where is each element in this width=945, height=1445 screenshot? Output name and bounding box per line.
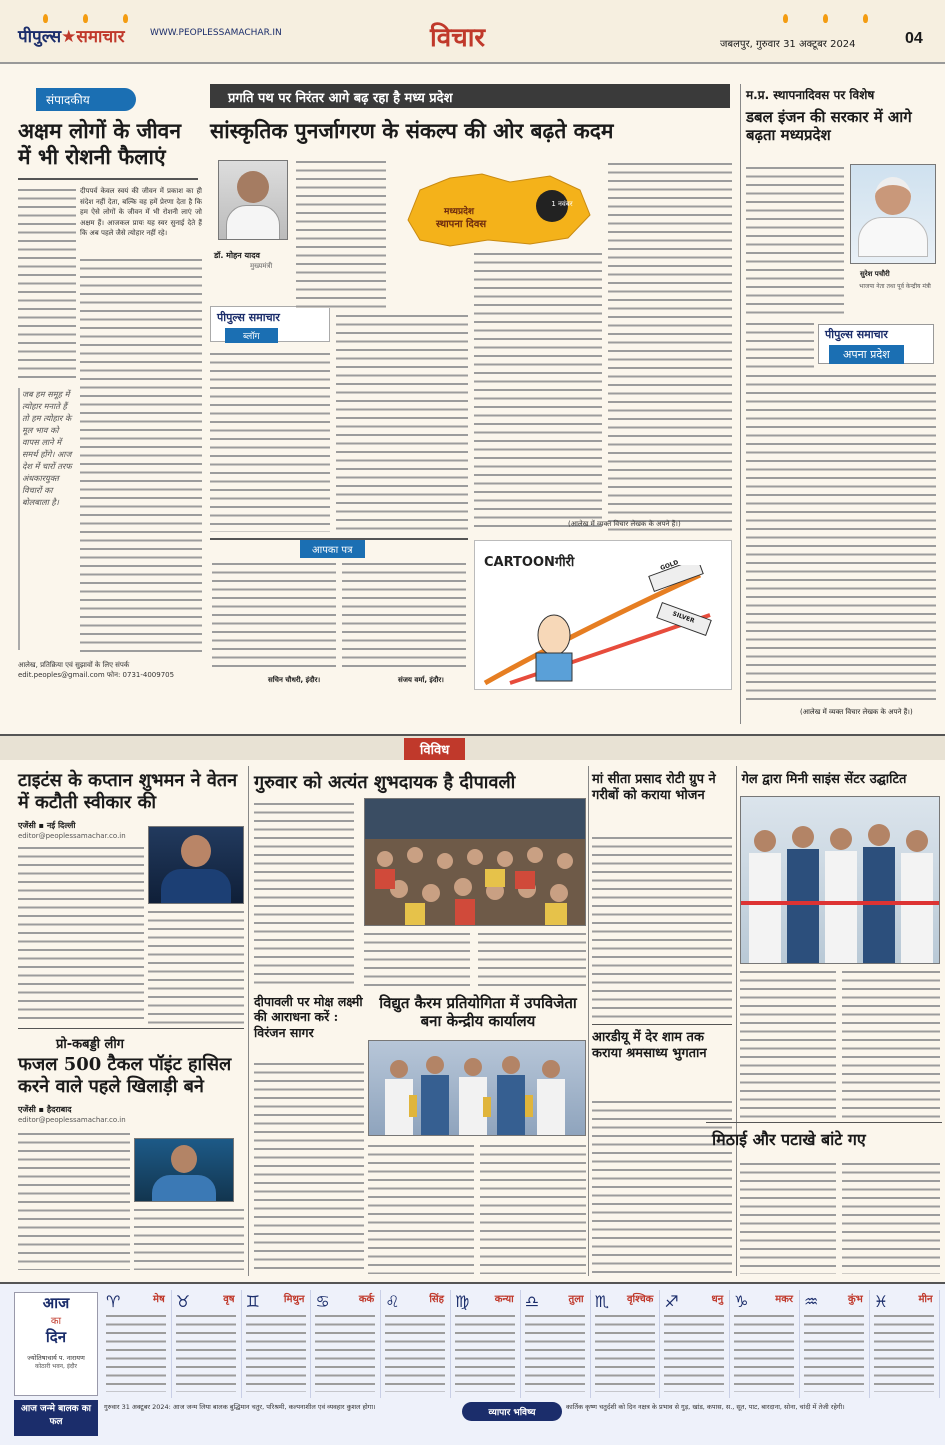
diya-icon [80, 0, 90, 24]
rashi-text [874, 1312, 934, 1392]
dateline: जबलपुर, गुरुवार 31 अक्टूबर 2024 [720, 39, 856, 50]
blog-label: ब्लॉग [225, 328, 278, 343]
masthead [0, 0, 945, 64]
kabaddi-text-block [18, 1130, 130, 1270]
vividh-title: विविध [404, 738, 465, 760]
zodiac-icon: ♐ [664, 1292, 679, 1311]
cartoon-body [536, 653, 572, 681]
zodiac-icon: ♋ [315, 1292, 330, 1311]
main-text-block [608, 160, 732, 532]
diya-icon [860, 0, 870, 24]
main-text-block [474, 250, 602, 532]
rashi-name: वृश्चिक [626, 1294, 654, 1305]
special-author-role: भाजपा नेता तथा पूर्व केन्द्रीय मंत्री [859, 283, 931, 290]
deepawali-text-block [364, 930, 470, 986]
vidyut-photo [368, 1040, 586, 1136]
rashi-name: मेष [153, 1294, 165, 1305]
vidyut-text-block [368, 1142, 474, 1274]
vidyut-headline: विद्युत कैरम प्रतियोगिता में उपविजेता बना केन्द्रीय कार्यालय [379, 994, 577, 1031]
bhojan-text-block [592, 834, 732, 1020]
blog-badge [210, 306, 330, 342]
rashi-3 [242, 1290, 312, 1398]
divider [18, 1028, 244, 1029]
zodiac-icon: ♊ [245, 1292, 260, 1311]
rashi-text [385, 1312, 445, 1392]
column-rule [248, 766, 249, 1276]
zodiac-icon: ♎ [524, 1292, 540, 1311]
rashi-text [734, 1312, 794, 1392]
logo-text-b: समाचार [76, 27, 125, 47]
letters-title: आपका पत्र [300, 540, 365, 558]
deepawali-headline: गुरुवार को अत्यंत शुभदायक है दीपावली [254, 772, 516, 793]
author-name: डॉ. मोहन यादव [214, 251, 260, 260]
map-badge: 1 नवंबर [551, 200, 573, 208]
diya-icon [780, 0, 790, 24]
rashi-10 [730, 1290, 800, 1398]
column-rule [740, 84, 741, 724]
rashi-name: वृष [223, 1294, 235, 1305]
main-text-block [336, 312, 468, 532]
zodiac-icon: ♌ [385, 1292, 400, 1311]
special-brand-box [818, 324, 934, 364]
rashi-text [804, 1312, 864, 1392]
kabaddi-photo [134, 1138, 234, 1202]
award-group [369, 1041, 586, 1136]
special-text-block [746, 372, 936, 700]
letter-sign-2: संजय वर्मा, इंदौर। [398, 676, 444, 684]
mithai-headline: मिठाई और पटाखे बांटे गए [712, 1130, 866, 1149]
astrologer: ज्योतिषाचार्य प. नारायण [27, 1354, 85, 1362]
special-text-block [746, 164, 844, 314]
kabaddi-kicker: प्रो-कबड्डी लीग [56, 1037, 125, 1052]
blog-brand: पीपुल्स समाचार [217, 311, 280, 324]
zodiac-icon: ♈ [106, 1292, 121, 1311]
cartoon-face [538, 615, 570, 655]
deepawali-text-block [478, 930, 586, 986]
mithai-text-block [842, 1160, 940, 1274]
rashifal-grid [102, 1290, 940, 1398]
kabaddi-headline: फजल 500 टैकल पॉइंट हासिल करने वाले पहले खिलाड़ी बने [18, 1054, 232, 1097]
gold-label: GOLD [659, 558, 680, 573]
section-band [0, 734, 945, 760]
editorial-headline: अक्षम लोगों के जीवन में भी रोशनी फैलाएं [18, 118, 182, 169]
rashi-1 [102, 1290, 172, 1398]
rashi-text [315, 1312, 375, 1392]
kabaddi-text-block [134, 1206, 244, 1270]
mithai-text-block [740, 1160, 836, 1274]
gill-text-block [18, 844, 144, 1024]
column-rule [736, 766, 737, 1276]
special-kicker: म.प्र. स्थापनादिवस पर विशेष [746, 88, 875, 102]
logo[interactable]: पीपुल्स★समाचार [18, 27, 125, 47]
zodiac-icon: ♏ [594, 1292, 609, 1311]
rashi-name: सिंह [429, 1294, 444, 1305]
rashi-8 [591, 1290, 661, 1398]
editorial-text-block [80, 256, 202, 656]
ribbon [741, 901, 940, 905]
science-text-block [740, 968, 836, 1118]
rashifal-title-2: का [50, 1316, 62, 1327]
special-label: अपना प्रदेश [829, 345, 904, 364]
crowd-illustration [365, 799, 586, 926]
kabaddi-byline: एजेंसी ▪ हैदराबाद [18, 1105, 72, 1114]
deepawali-text-block [254, 800, 354, 990]
rto-headline: आरडीयू में देर शाम तक कराया श्रमसाध्य भुगतान [592, 1030, 707, 1061]
deepawali-crowd-photo [364, 798, 586, 926]
rashi-name: धनु [711, 1294, 724, 1305]
pull-quote: जब हम समूह में त्योहार मनाते हैं तो हम त्योहार के मूल भाव को वापस लाने में समर्थ होंगे। आज देश में चारों तरफ अंधकारयुक्त विचारों का बोलबाला है। [18, 388, 76, 650]
zodiac-icon: ♓ [873, 1292, 889, 1311]
diya-icon [120, 0, 130, 24]
main-text-block [296, 158, 386, 308]
zodiac-icon: ♑ [734, 1292, 749, 1311]
editorial-body: दीपपर्व केवल स्वयं की जीवन में प्रकाश का ही संदेश नहीं देता, बल्कि वह हमें प्रेरणा देता है कि हम ऐसे लोगों के जीवन में भी रोशनी लाएं जो अक्षम हैं। आजकल प्रायः यह स्वर सुनाई देते हैं कि अब पहले जैसे त्योहार नहीं रहे। [80, 187, 202, 237]
kabaddi-email[interactable]: editor@peoplessamachar.co.in [18, 1116, 126, 1124]
gill-headline: टाइटंस के कप्तान शुभमन ने वेतन में कटौती स्वीकार की [18, 770, 238, 813]
rashi-11 [800, 1290, 870, 1398]
section-title: विचार [430, 23, 486, 53]
rashi-7 [521, 1290, 591, 1398]
special-text-block [746, 320, 814, 370]
rashi-name: कन्या [494, 1294, 514, 1305]
rashi-text [525, 1312, 585, 1392]
cartoon-title: CARTOONगीरी [484, 555, 575, 570]
map-label-2: स्थापना दिवस [436, 219, 487, 230]
special-author-name: सुरेश पचौरी [860, 270, 890, 278]
rto-text-block [592, 1098, 732, 1274]
diya-icon [40, 0, 50, 24]
rashi-text [106, 1312, 166, 1392]
rashi-text [246, 1312, 306, 1392]
bhojan-headline: मां सीता प्रसाद रोटी ग्रुप ने गरीबों को कराया भोजन [592, 772, 716, 803]
rashi-4 [311, 1290, 381, 1398]
special-brand: पीपुल्स समाचार [825, 328, 888, 341]
zodiac-icon: ♒ [803, 1292, 819, 1311]
column-rule [588, 766, 589, 1276]
editorial-contact[interactable]: आलेख, प्रतिक्रिया एवं सुझावों के लिए संपर्क edit.peoples@gmail.com फोन: 0731-4009705 [18, 661, 175, 679]
page-number: 04 [905, 30, 923, 47]
gill-text-block [148, 908, 244, 1024]
rashi-text [595, 1312, 655, 1392]
gill-email[interactable]: editor@peoplessamachar.co.in [18, 832, 126, 840]
rashi-6 [451, 1290, 521, 1398]
divider [592, 1024, 732, 1025]
rashifal-title-box [14, 1292, 98, 1396]
letter-text [212, 560, 336, 670]
rashifal-title-1: आज [42, 1294, 70, 1312]
ribbon-ceremony [741, 797, 940, 964]
science-photo [740, 796, 940, 964]
diya-icon [820, 0, 830, 24]
gill-byline: एजेंसी ▪ नई दिल्ली [18, 821, 76, 830]
birth-label: आज जन्मे बालक का फल [14, 1400, 98, 1436]
main-text-block [210, 350, 330, 532]
rashifal-title-3: दिन [45, 1328, 67, 1346]
special-headline: डबल इंजन की सरकार में आगे बढ़ता मध्यप्रदेश [746, 108, 912, 145]
editorial-text-block [18, 186, 76, 384]
rashi-5 [381, 1290, 451, 1398]
rashi-name: मीन [918, 1294, 933, 1305]
main-headline: सांस्कृतिक पुनर्जागरण के संकल्प की ओर बढ़ते कदम [210, 118, 614, 143]
deepawali-subheadline: दीपावली पर मोक्ष लक्ष्मी की आराधना करें : विरंजन सागर [254, 994, 363, 1040]
rashi-text [455, 1312, 515, 1392]
rashi-name: कर्क [358, 1294, 375, 1305]
cartoon-drawing [480, 565, 730, 687]
zodiac-icon: ♍ [454, 1292, 470, 1311]
editorial-tag: संपादकीय [36, 88, 136, 111]
author-role: मुख्यमंत्री [250, 262, 273, 270]
main-note: (आलेख में व्यक्त विचार लेखक के अपने हैं।) [568, 520, 681, 528]
rashi-text [664, 1312, 724, 1392]
logo-text-a: पीपुल्स [18, 27, 62, 47]
deepawali-text-block [254, 1060, 364, 1274]
divider [706, 1122, 942, 1123]
gill-photo [148, 826, 244, 904]
special-author-photo [850, 164, 936, 264]
special-note: (आलेख में व्यक्त विचार लेखक के अपने हैं।) [800, 708, 913, 716]
rashi-name: तुला [568, 1294, 584, 1305]
silver-label: SILVER [671, 610, 696, 625]
letter-text [342, 560, 466, 670]
rashi-name: मकर [775, 1294, 793, 1305]
rashi-name: मिथुन [283, 1294, 305, 1305]
letter-sign-1: सचिन चौधरी, इंदौर। [268, 676, 321, 684]
birth-text: गुरुवार 31 अक्टूबर 2024: आज जन्म लिया बालक बुद्धिमान चतुर, परिश्रमी, कल्पनाशील एवं व्यवहार कुशल होगा। [104, 1403, 376, 1411]
zodiac-icon: ♉ [175, 1292, 191, 1311]
author-photo [218, 160, 288, 240]
vidyut-text-block [480, 1142, 586, 1274]
astrologer-address: कोठारी भवन, इंदौर [35, 1363, 77, 1370]
science-headline: गेल द्वारा मिनी साइंस सेंटर उद्घाटित [741, 772, 907, 787]
rashi-2 [172, 1290, 242, 1398]
main-kicker: प्रगति पथ पर निरंतर आगे बढ़ रहा है मध्य प्रदेश [228, 91, 453, 106]
market-text: कार्तिक कृष्ण चतुर्दशी को दिन नक्षत्र के प्रभाव से गुड़, खांड, कपास, स., सूत, पाट, बारदाना, सोना, चांदी में तेजी रहेगी। [566, 1403, 845, 1411]
rashi-9 [660, 1290, 730, 1398]
rashi-text [176, 1312, 236, 1392]
rashi-name: कुंभ [848, 1294, 863, 1305]
divider [18, 178, 198, 180]
science-text-block [842, 968, 940, 1118]
rashi-12 [870, 1290, 940, 1398]
site-url[interactable]: WWW.PEOPLESSAMACHAR.IN [150, 28, 282, 38]
map-label-1: मध्यप्रदेश [444, 207, 475, 217]
market-label: व्यापार भविष्य [462, 1402, 562, 1421]
